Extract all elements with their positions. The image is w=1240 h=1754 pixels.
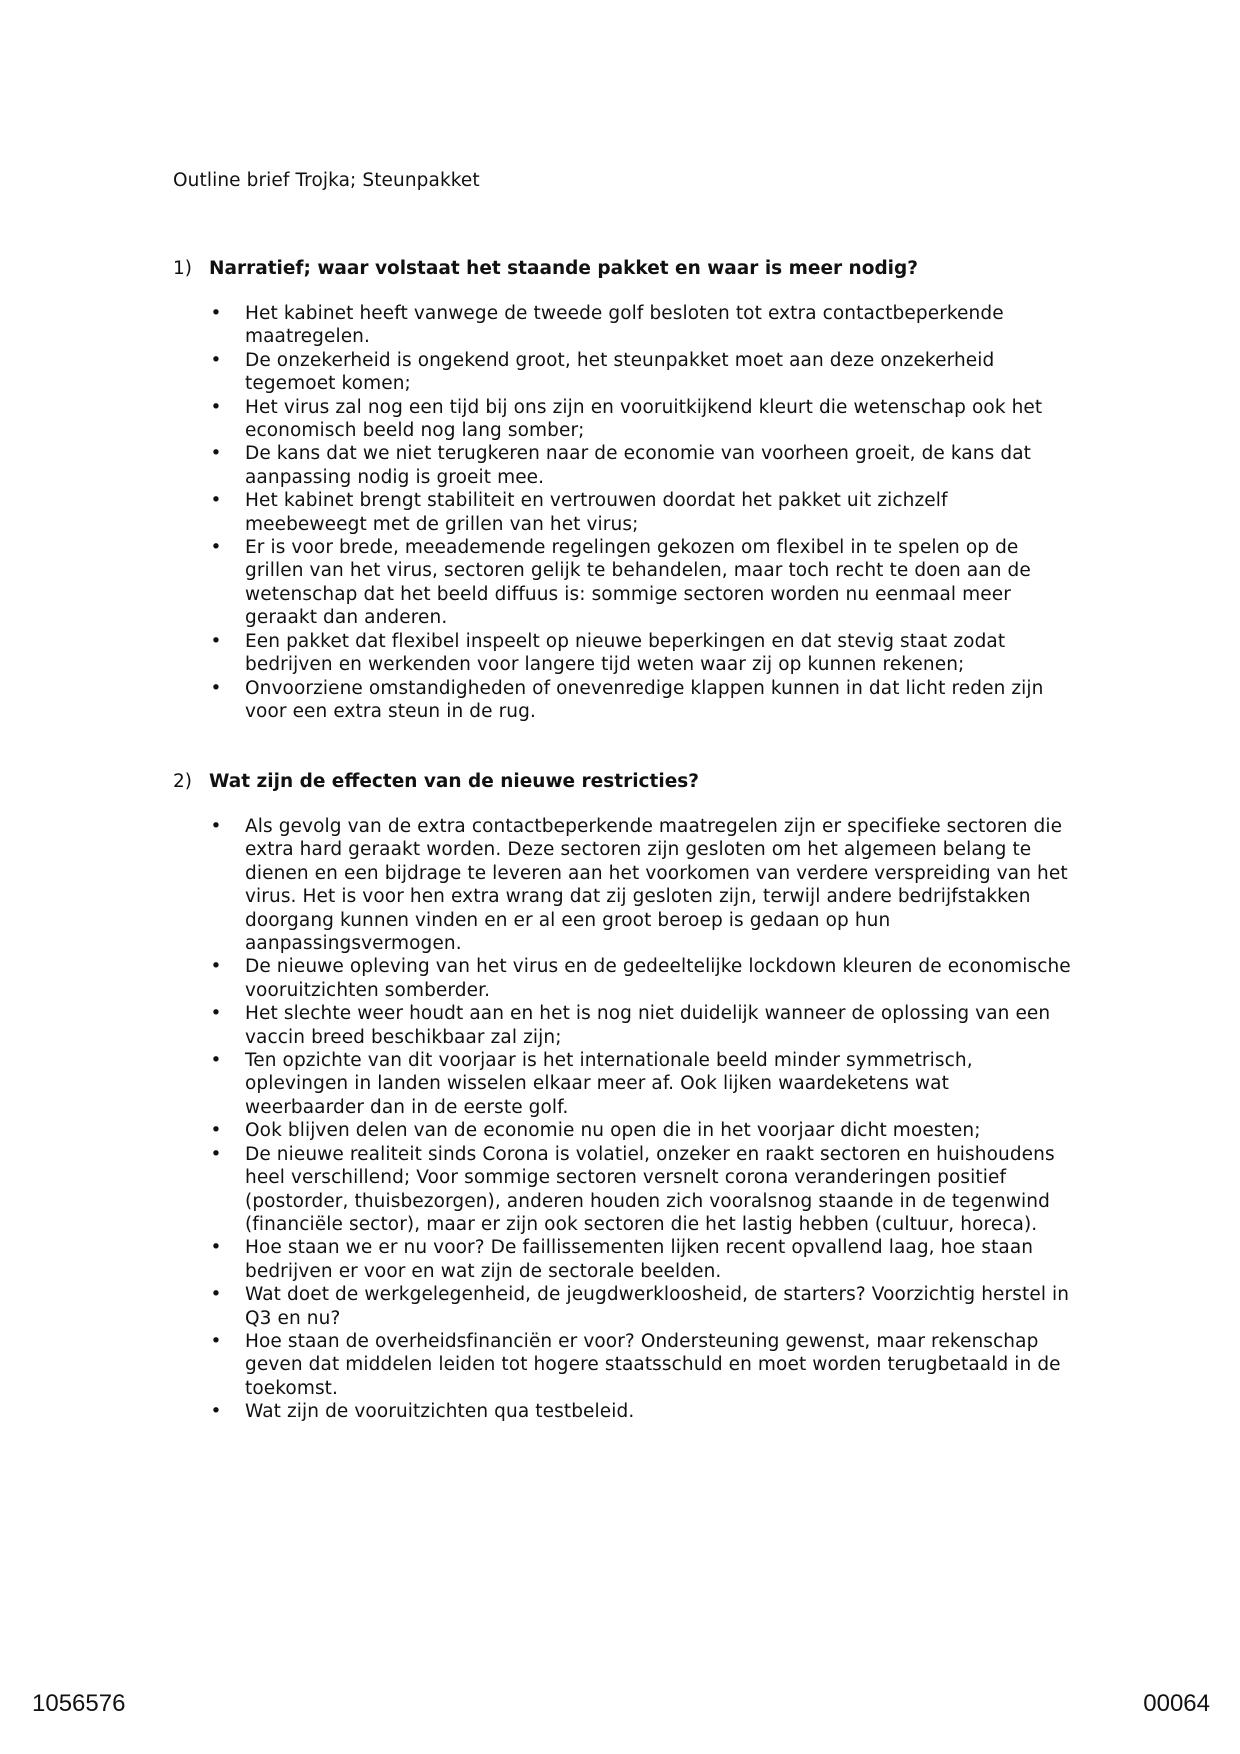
- list-item-text: De onzekerheid is ongekend groot, het steunpakket moet aan deze onzekerheid tegemoet komen;: [245, 349, 995, 395]
- list-item: [173, 349, 1073, 396]
- bullet-icon: •: [210, 490, 222, 512]
- list-item: [173, 536, 1073, 630]
- list-item-text: Het slechte weer houdt aan en het is nog niet duidelijk wanneer de oplossing van een vaccin breed beschikbaar zal zijn;: [245, 1003, 1051, 1048]
- section-number: 2): [173, 771, 192, 792]
- list-item: [173, 677, 1073, 724]
- list-item-text: De nieuwe opleving van het virus en de gedeeltelijke lockdown kleuren de economische vooruitzichten somberder.: [245, 956, 1071, 1001]
- bullet-icon: •: [210, 816, 222, 837]
- bullet-icon: •: [210, 396, 222, 418]
- bullet-icon: •: [210, 537, 222, 559]
- bullet-icon: •: [210, 1120, 222, 1142]
- list-item-text: Als gevolg van de extra contactbeperkende maatregelen zijn er specifieke sectoren die extra hard geraakt worden. Deze sectoren zijn gesloten om het algemeen belang te dienen en een bijdrage te leveren aan het voorkomen van verdere verspreiding van het virus. Het is voor hen extra wrang dat zij gesloten zijn, terwijl andere bedrijfstakken doorgang kunnen vinden en er al een groot beroep is gedaan op hun aanpassingsvermogen.: [245, 816, 1068, 955]
- bullet-icon: •: [210, 443, 222, 465]
- list-item-text: Het virus zal nog een tijd bij ons zijn en vooruitkijkend kleurt die wetenschap ook het economisch beeld nog lang somber;: [245, 396, 1043, 442]
- list-item: [173, 1330, 1073, 1400]
- bullet-list: [173, 302, 1073, 723]
- section-heading-text: Narratief; waar volstaat het staande pakket en waar is meer nodig?: [209, 258, 918, 279]
- section-heading: [173, 256, 1073, 282]
- bullet-icon: •: [210, 303, 222, 324]
- section-narratief: [173, 256, 1073, 723]
- bullet-icon: •: [210, 1401, 222, 1423]
- document-title: Outline brief Trojka; Steunpakket: [173, 170, 480, 191]
- list-item: [173, 1236, 1073, 1283]
- list-item: [173, 302, 1073, 349]
- list-item-text: Onvoorziene omstandigheden of onevenredige klappen kunnen in dat licht reden zijn voor een extra steun in de rug.: [245, 677, 1044, 722]
- list-item: [173, 1283, 1073, 1330]
- list-item: [173, 442, 1073, 489]
- list-item-text: De nieuwe realiteit sinds Corona is volatiel, onzeker en raakt sectoren en huishoudens heel verschillend; Voor sommige sectoren versnelt corona veranderingen positief (postorder, thuisbezorgen), anderen houden zich vooralsnog staande in de tegenwind (financiële sector), maar er zijn ook sectoren die het lastig hebben (cultuur, horeca).: [245, 1143, 1055, 1235]
- bullet-icon: •: [210, 677, 222, 699]
- section-effecten: [173, 769, 1073, 1424]
- bullet-icon: •: [210, 1003, 222, 1025]
- list-item-text: Wat doet de werkgelegenheid, de jeugdwerkloosheid, de starters? Voorzichtig herstel in Q3 en nu?: [245, 1284, 1070, 1329]
- bullet-icon: •: [210, 956, 222, 978]
- list-item-text: Wat zijn de vooruitzichten qua testbeleid.: [245, 1401, 635, 1423]
- list-item: [173, 489, 1073, 536]
- section-heading-text: Wat zijn de effecten van de nieuwe restricties?: [209, 771, 699, 792]
- bullet-icon: •: [210, 349, 222, 371]
- list-item: [173, 1049, 1073, 1119]
- list-item-text: Het kabinet heeft vanwege de tweede golf besloten tot extra contactbeperkende maatregelen.: [245, 303, 1004, 348]
- list-item-text: Hoe staan de overheidsfinanciën er voor? Ondersteuning gewenst, maar rekenschap geven dat middelen leiden tot hogere staatsschuld en moet worden terugbetaald in de toekomst.: [245, 1330, 1061, 1399]
- document-id: 1056576: [32, 1690, 126, 1717]
- list-item-text: Er is voor brede, meeademende regelingen gekozen om flexibel in te spelen op de grillen van het virus, sectoren gelijk te behandelen, maar toch recht te doen aan de wetenschap dat het beeld diffuus is: sommige sectoren worden nu eenmaal meer geraakt dan anderen.: [245, 537, 1031, 629]
- list-item: [173, 396, 1073, 443]
- list-item-text: Een pakket dat flexibel inspeelt op nieuwe beperkingen en dat stevig staat zodat bedrijven en werkenden voor langere tijd weten waar zij op kunnen rekenen;: [245, 630, 1006, 676]
- list-item-text: Ten opzichte van dit voorjaar is het internationale beeld minder symmetrisch, oplevingen in landen wisselen elkaar meer af. Ook lijken waardeketens wat weerbaarder dan in de eerste golf.: [245, 1050, 973, 1118]
- bullet-icon: •: [210, 630, 222, 652]
- bullet-list: [173, 815, 1073, 1424]
- bullet-icon: •: [210, 1050, 222, 1072]
- bullet-icon: •: [210, 1284, 222, 1306]
- list-item: [173, 955, 1073, 1002]
- list-item: [173, 1400, 1073, 1423]
- list-item-text: Het kabinet brengt stabiliteit en vertrouwen doordat het pakket uit zichzelf meebeweegt met de grillen van het virus;: [245, 490, 948, 535]
- list-item-text: De kans dat we niet terugkeren naar de economie van voorheen groeit, de kans dat aanpassing nodig is groeit mee.: [245, 443, 1031, 488]
- section-number: 1): [173, 258, 192, 279]
- page-number: 00064: [1143, 1690, 1210, 1717]
- list-item: [173, 1119, 1073, 1142]
- bullet-icon: •: [210, 1330, 222, 1352]
- list-item: [173, 1002, 1073, 1049]
- bullet-icon: •: [210, 1237, 222, 1259]
- section-heading: [173, 769, 1073, 795]
- list-item: [173, 630, 1073, 677]
- list-item: [173, 1143, 1073, 1237]
- list-item-text: Ook blijven delen van de economie nu open die in het voorjaar dicht moesten;: [245, 1120, 981, 1142]
- list-item: [173, 815, 1073, 955]
- list-item-text: Hoe staan we er nu voor? De faillissementen lijken recent opvallend laag, hoe staan bedrijven er voor en wat zijn de sectorale beelden.: [245, 1237, 1034, 1282]
- bullet-icon: •: [210, 1143, 222, 1165]
